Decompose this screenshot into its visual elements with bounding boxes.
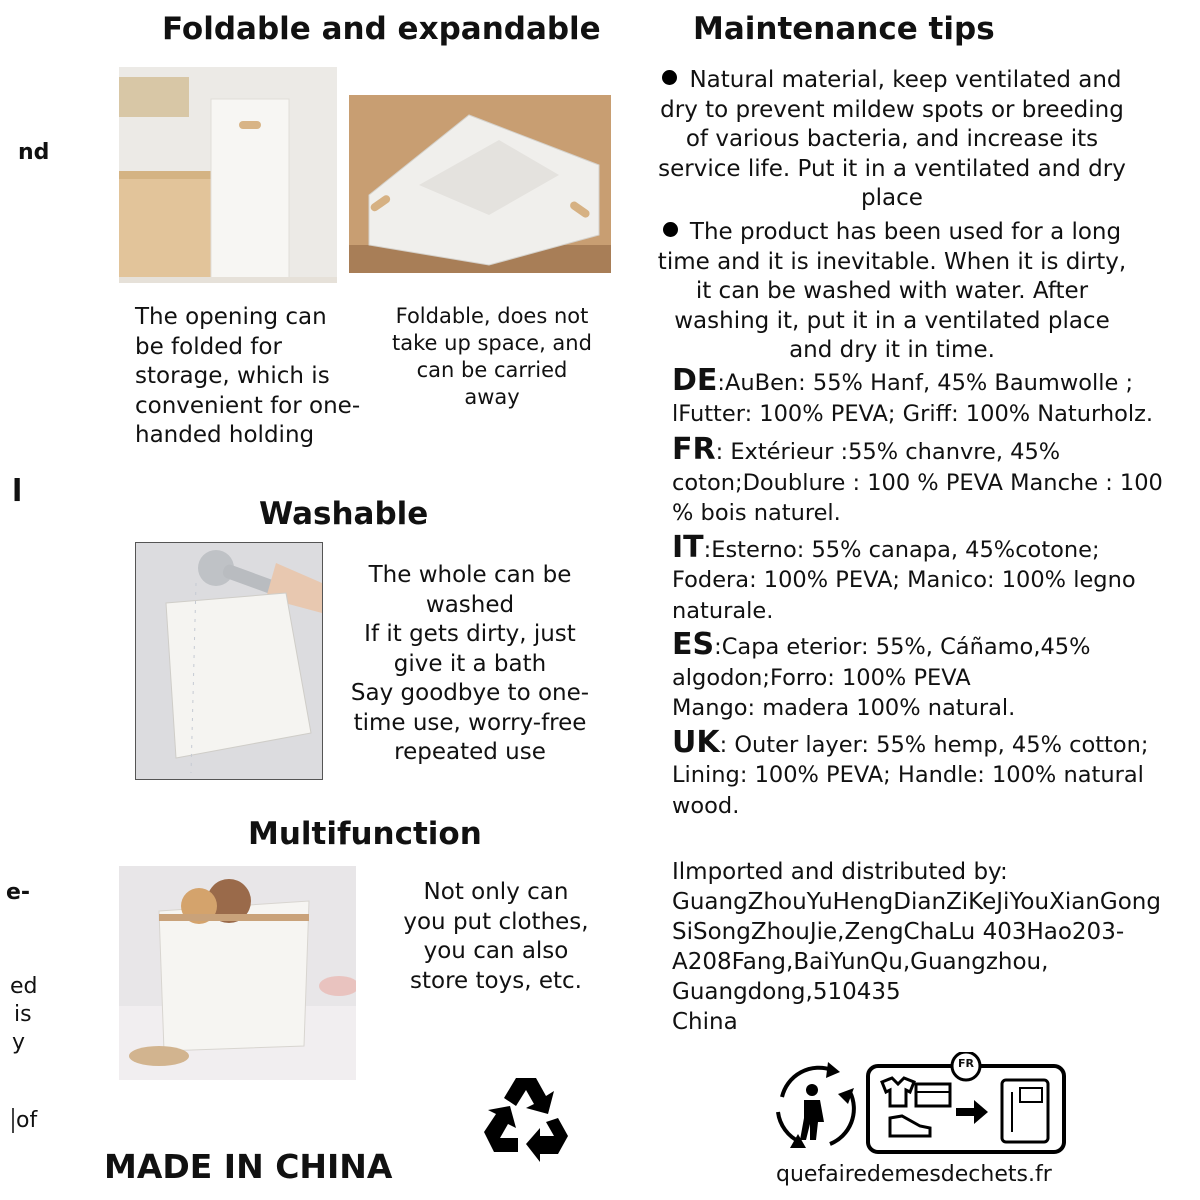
hamper-washing-photo bbox=[135, 542, 323, 780]
foldable-caption-right: Foldable, does not take up space, and can be carried away bbox=[392, 304, 592, 409]
foldable-title: Foldable and expandable bbox=[162, 11, 601, 47]
language-code: DE bbox=[672, 363, 718, 398]
composition-line: Lining: 100% PEVA; Handle: 100% natural bbox=[672, 762, 1144, 788]
edge-fragment-1: nd bbox=[18, 140, 50, 165]
edge-fragment-4: ed bbox=[10, 974, 38, 999]
composition-line: lFutter: 100% PEVA; Griff: 100% Naturholz. bbox=[672, 400, 1154, 427]
washable-caption: The whole can be washed If it gets dirty, just give it a bath Say goodbye to one- time use, worry-free repeated use bbox=[350, 562, 590, 765]
triman-url: quefairedemesdechets.fr bbox=[776, 1162, 1052, 1187]
bullet-icon bbox=[662, 70, 677, 85]
bullet-icon bbox=[663, 222, 678, 237]
composition-line: % bois naturel. bbox=[672, 500, 841, 526]
maintenance-tip-2 bbox=[652, 218, 1132, 366]
tip-text: Natural material, keep ventilated and dry to prevent mildew spots or breeding of various bacteria, and increase its service life. Put it in a ventilated and dry place bbox=[658, 67, 1126, 211]
composition-line: Fodera: 100% PEVA; Manico: 100% legno bbox=[672, 567, 1136, 593]
tip-text: The product has been used for a long time and it is inevitable. When it is dirty, it can be washed with water. After washing it, put it in a ventilated place and dry it in time. bbox=[657, 219, 1127, 363]
language-code: ES bbox=[672, 627, 715, 662]
composition-uk bbox=[672, 724, 1192, 822]
edge-fragment-2: l bbox=[12, 474, 23, 509]
composition-line: FR: Extérieur :55% chanvre, 45% bbox=[672, 432, 1061, 467]
made-in-label: MADE IN CHINA bbox=[104, 1147, 393, 1186]
hamper-toys-photo bbox=[119, 866, 356, 1080]
edge-fragment-6: y bbox=[12, 1030, 26, 1055]
composition-it bbox=[672, 529, 1192, 627]
edge-fragment-5: is bbox=[14, 1002, 32, 1027]
edge-fragment-7: of bbox=[12, 1108, 37, 1133]
composition-fr bbox=[672, 432, 1192, 529]
multifunction-caption: Not only can you put clothes, you can also store toys, etc. bbox=[403, 879, 589, 994]
triman-badge: FR bbox=[958, 1057, 974, 1070]
hamper-folded-photo bbox=[349, 95, 611, 273]
composition-line: wood. bbox=[672, 792, 740, 819]
language-code: FR bbox=[672, 432, 716, 467]
composition-line: IT:Esterno: 55% canapa, 45%cotone; bbox=[672, 529, 1100, 565]
composition-line: UK: Outer layer: 55% hemp, 45% cotton; bbox=[672, 724, 1149, 760]
language-code: IT bbox=[672, 529, 704, 565]
composition-es bbox=[672, 627, 1192, 724]
composition-line: Mango: madera 100% natural. bbox=[672, 695, 1016, 721]
composition-line: coton;Doublure : 100 % PEVA Manche : 100 bbox=[672, 469, 1163, 496]
washable-title: Washable bbox=[259, 496, 429, 532]
multifunction-title: Multifunction bbox=[248, 816, 482, 852]
composition-line: DE:AuBen: 55% Hanf, 45% Baumwolle ; bbox=[672, 363, 1134, 398]
composition-line: algodon;Forro: 100% PEVA bbox=[672, 664, 971, 691]
composition-de bbox=[672, 363, 1192, 429]
composition-list bbox=[672, 363, 1192, 821]
hamper-upright-photo bbox=[119, 67, 337, 283]
recycling-icon bbox=[476, 1070, 576, 1166]
maintenance-title: Maintenance tips bbox=[693, 11, 995, 47]
triman-logo bbox=[770, 1052, 1070, 1162]
importer-address: Ilmported and distributed by: GuangZhouYuHengDianZiKeJiYouXianGong SiSongZhouJie,ZengChaLu 403Hao203- A208Fang,BaiYunQu,Guangzhou, Guangdong,510435 China bbox=[672, 859, 1161, 1035]
composition-line: ES:Capa eterior: 55%, Cáñamo,45% bbox=[672, 627, 1091, 662]
edge-fragment-3: e- bbox=[6, 880, 31, 905]
maintenance-tip-1 bbox=[652, 66, 1132, 214]
foldable-caption-left: The opening can be folded for storage, which is convenient for one- handed holding bbox=[135, 304, 361, 448]
composition-line: naturale. bbox=[672, 597, 774, 624]
language-code: UK bbox=[672, 724, 720, 760]
